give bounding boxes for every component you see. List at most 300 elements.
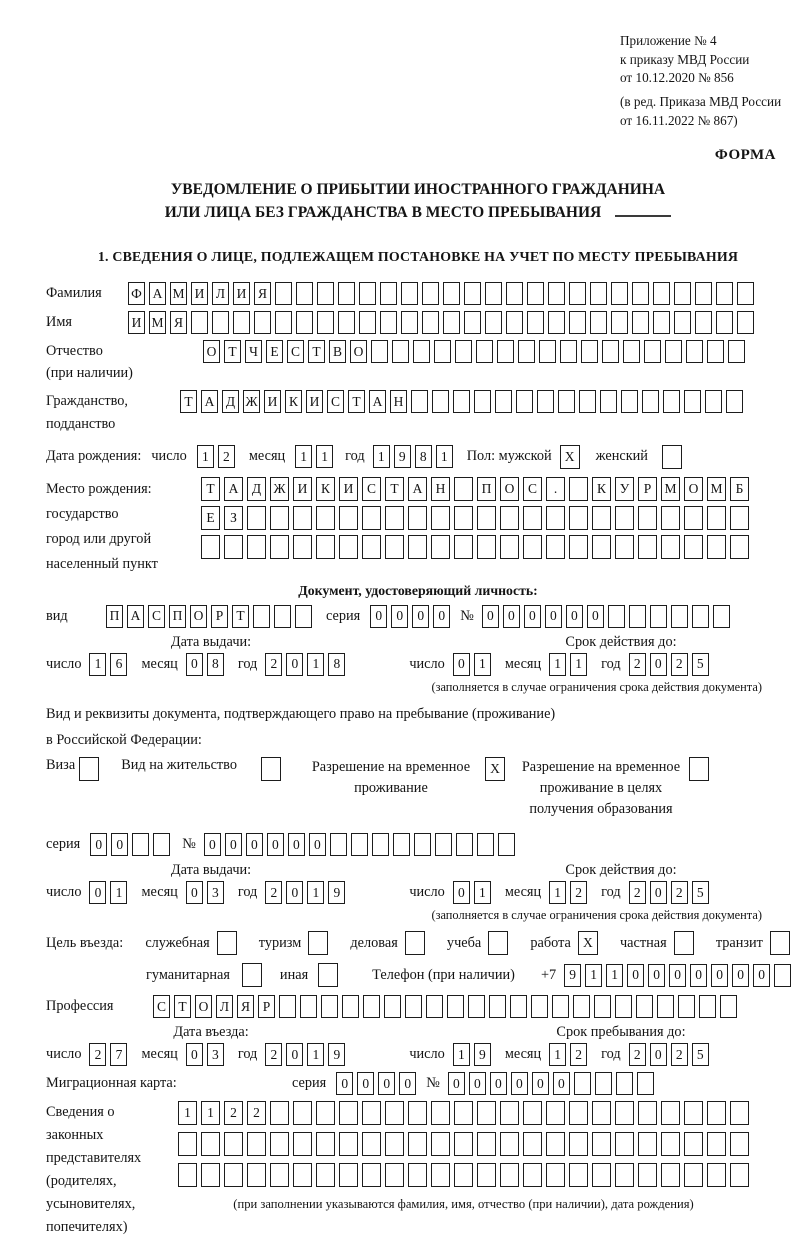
char-cell[interactable]: 1 bbox=[606, 964, 623, 987]
char-cell[interactable]: 8 bbox=[207, 653, 224, 676]
char-cell[interactable] bbox=[728, 340, 745, 363]
char-cell[interactable] bbox=[455, 340, 472, 363]
char-cell[interactable]: Р bbox=[638, 477, 657, 501]
char-cell[interactable]: П bbox=[106, 605, 123, 628]
char-cell[interactable] bbox=[523, 535, 542, 559]
char-cell[interactable] bbox=[254, 311, 271, 334]
char-cell[interactable] bbox=[300, 995, 317, 1018]
char-cell[interactable]: 0 bbox=[448, 1072, 465, 1095]
char-cell[interactable]: Ж bbox=[243, 390, 260, 413]
char-cell[interactable]: 0 bbox=[309, 833, 326, 856]
char-cell[interactable] bbox=[510, 995, 527, 1018]
char-cell[interactable] bbox=[431, 506, 450, 530]
char-cell[interactable]: 0 bbox=[587, 605, 604, 628]
char-cell[interactable] bbox=[275, 282, 292, 305]
char-cell[interactable] bbox=[362, 1101, 381, 1125]
char-cell[interactable] bbox=[684, 1132, 703, 1156]
char-cell[interactable]: 0 bbox=[524, 605, 541, 628]
char-cell[interactable] bbox=[707, 1132, 726, 1156]
char-cell[interactable] bbox=[737, 311, 754, 334]
char-cell[interactable]: У bbox=[615, 477, 634, 501]
char-cell[interactable]: 0 bbox=[433, 605, 450, 628]
char-cell[interactable] bbox=[485, 282, 502, 305]
char-cell[interactable]: 1 bbox=[549, 881, 566, 904]
char-cell[interactable] bbox=[637, 1072, 654, 1095]
char-cell[interactable]: 1 bbox=[453, 1043, 470, 1066]
char-cell[interactable]: Л bbox=[216, 995, 233, 1018]
char-cell[interactable] bbox=[201, 535, 220, 559]
char-cell[interactable] bbox=[212, 311, 229, 334]
char-cell[interactable]: 0 bbox=[225, 833, 242, 856]
char-cell[interactable] bbox=[454, 1132, 473, 1156]
char-cell[interactable]: А bbox=[369, 390, 386, 413]
char-cell[interactable]: Н bbox=[390, 390, 407, 413]
char-cell[interactable] bbox=[737, 282, 754, 305]
visa-checkbox[interactable] bbox=[79, 757, 99, 781]
char-cell[interactable] bbox=[615, 995, 632, 1018]
char-cell[interactable] bbox=[707, 535, 726, 559]
char-cell[interactable]: К bbox=[285, 390, 302, 413]
char-cell[interactable] bbox=[474, 390, 491, 413]
char-cell[interactable] bbox=[247, 1163, 266, 1187]
char-cell[interactable] bbox=[447, 995, 464, 1018]
char-cell[interactable] bbox=[552, 995, 569, 1018]
char-cell[interactable] bbox=[153, 833, 170, 856]
char-cell[interactable] bbox=[321, 995, 338, 1018]
char-cell[interactable] bbox=[338, 311, 355, 334]
char-cell[interactable]: 7 bbox=[110, 1043, 127, 1066]
char-cell[interactable]: 2 bbox=[218, 445, 235, 468]
char-cell[interactable] bbox=[408, 1132, 427, 1156]
char-cell[interactable] bbox=[573, 995, 590, 1018]
char-cell[interactable]: Ф bbox=[128, 282, 145, 305]
char-cell[interactable]: М bbox=[707, 477, 726, 501]
char-cell[interactable]: 2 bbox=[224, 1101, 243, 1125]
char-cell[interactable]: 1 bbox=[316, 445, 333, 468]
char-cell[interactable]: Е bbox=[266, 340, 283, 363]
char-cell[interactable] bbox=[548, 282, 565, 305]
char-cell[interactable] bbox=[684, 1163, 703, 1187]
char-cell[interactable] bbox=[546, 1132, 565, 1156]
char-cell[interactable] bbox=[422, 282, 439, 305]
char-cell[interactable]: 1 bbox=[373, 445, 390, 468]
char-cell[interactable]: 5 bbox=[692, 881, 709, 904]
char-cell[interactable] bbox=[516, 390, 533, 413]
char-cell[interactable] bbox=[523, 1101, 542, 1125]
char-cell[interactable] bbox=[270, 1132, 289, 1156]
char-cell[interactable] bbox=[454, 1101, 473, 1125]
char-cell[interactable] bbox=[454, 535, 473, 559]
char-cell[interactable]: Р bbox=[258, 995, 275, 1018]
char-cell[interactable] bbox=[629, 605, 646, 628]
char-cell[interactable] bbox=[539, 340, 556, 363]
char-cell[interactable]: 1 bbox=[201, 1101, 220, 1125]
char-cell[interactable]: Т bbox=[308, 340, 325, 363]
char-cell[interactable]: 0 bbox=[511, 1072, 528, 1095]
char-cell[interactable]: 0 bbox=[286, 1043, 303, 1066]
char-cell[interactable] bbox=[385, 1101, 404, 1125]
char-cell[interactable] bbox=[592, 1101, 611, 1125]
char-cell[interactable] bbox=[569, 1132, 588, 1156]
char-cell[interactable] bbox=[485, 311, 502, 334]
char-cell[interactable]: Н bbox=[431, 477, 450, 501]
char-cell[interactable]: 6 bbox=[110, 653, 127, 676]
char-cell[interactable] bbox=[422, 311, 439, 334]
char-cell[interactable]: 0 bbox=[288, 833, 305, 856]
char-cell[interactable] bbox=[623, 340, 640, 363]
char-cell[interactable] bbox=[592, 1132, 611, 1156]
char-cell[interactable]: К bbox=[316, 477, 335, 501]
char-cell[interactable]: 1 bbox=[474, 653, 491, 676]
char-cell[interactable] bbox=[362, 535, 381, 559]
char-cell[interactable] bbox=[720, 995, 737, 1018]
char-cell[interactable]: Л bbox=[212, 282, 229, 305]
char-cell[interactable] bbox=[730, 1132, 749, 1156]
sex-female-checkbox[interactable] bbox=[662, 445, 682, 469]
char-cell[interactable] bbox=[224, 535, 243, 559]
char-cell[interactable] bbox=[408, 535, 427, 559]
purpose-transit-checkbox[interactable] bbox=[770, 931, 790, 955]
purpose-business-checkbox[interactable] bbox=[405, 931, 425, 955]
char-cell[interactable]: П bbox=[477, 477, 496, 501]
char-cell[interactable]: О bbox=[190, 605, 207, 628]
purpose-work-checkbox[interactable]: X bbox=[578, 931, 598, 955]
char-cell[interactable] bbox=[477, 506, 496, 530]
char-cell[interactable] bbox=[434, 340, 451, 363]
char-cell[interactable]: 0 bbox=[378, 1072, 395, 1095]
char-cell[interactable]: 1 bbox=[307, 653, 324, 676]
char-cell[interactable] bbox=[574, 1072, 591, 1095]
char-cell[interactable] bbox=[548, 311, 565, 334]
char-cell[interactable] bbox=[405, 995, 422, 1018]
char-cell[interactable]: Т bbox=[224, 340, 241, 363]
char-cell[interactable] bbox=[594, 995, 611, 1018]
char-cell[interactable] bbox=[569, 311, 586, 334]
char-cell[interactable]: 2 bbox=[671, 653, 688, 676]
char-cell[interactable]: 2 bbox=[629, 881, 646, 904]
char-cell[interactable] bbox=[224, 1132, 243, 1156]
char-cell[interactable]: 0 bbox=[336, 1072, 353, 1095]
char-cell[interactable]: 5 bbox=[692, 1043, 709, 1066]
char-cell[interactable] bbox=[638, 1132, 657, 1156]
char-cell[interactable] bbox=[608, 605, 625, 628]
char-cell[interactable] bbox=[686, 340, 703, 363]
char-cell[interactable] bbox=[602, 340, 619, 363]
char-cell[interactable] bbox=[296, 282, 313, 305]
char-cell[interactable] bbox=[506, 311, 523, 334]
char-cell[interactable]: 2 bbox=[671, 1043, 688, 1066]
char-cell[interactable]: 0 bbox=[566, 605, 583, 628]
char-cell[interactable]: 2 bbox=[265, 653, 282, 676]
char-cell[interactable] bbox=[650, 605, 667, 628]
char-cell[interactable] bbox=[523, 506, 542, 530]
char-cell[interactable]: 0 bbox=[532, 1072, 549, 1095]
char-cell[interactable] bbox=[342, 995, 359, 1018]
char-cell[interactable] bbox=[293, 1163, 312, 1187]
char-cell[interactable]: 0 bbox=[453, 881, 470, 904]
char-cell[interactable] bbox=[414, 833, 431, 856]
char-cell[interactable] bbox=[330, 833, 347, 856]
char-cell[interactable] bbox=[393, 833, 410, 856]
char-cell[interactable]: 0 bbox=[650, 1043, 667, 1066]
char-cell[interactable]: 2 bbox=[629, 653, 646, 676]
char-cell[interactable] bbox=[401, 282, 418, 305]
char-cell[interactable]: Ч bbox=[245, 340, 262, 363]
char-cell[interactable] bbox=[674, 311, 691, 334]
char-cell[interactable] bbox=[201, 1163, 220, 1187]
char-cell[interactable]: Т bbox=[385, 477, 404, 501]
char-cell[interactable] bbox=[431, 1163, 450, 1187]
char-cell[interactable]: 1 bbox=[178, 1101, 197, 1125]
char-cell[interactable]: Т bbox=[201, 477, 220, 501]
char-cell[interactable] bbox=[477, 1132, 496, 1156]
char-cell[interactable]: О bbox=[500, 477, 519, 501]
char-cell[interactable]: Я bbox=[170, 311, 187, 334]
char-cell[interactable] bbox=[279, 995, 296, 1018]
char-cell[interactable]: Т bbox=[174, 995, 191, 1018]
char-cell[interactable] bbox=[338, 282, 355, 305]
char-cell[interactable] bbox=[600, 390, 617, 413]
char-cell[interactable] bbox=[464, 282, 481, 305]
char-cell[interactable]: 1 bbox=[110, 881, 127, 904]
char-cell[interactable] bbox=[684, 390, 701, 413]
char-cell[interactable] bbox=[730, 1163, 749, 1187]
char-cell[interactable]: 0 bbox=[391, 605, 408, 628]
char-cell[interactable] bbox=[527, 282, 544, 305]
char-cell[interactable] bbox=[371, 340, 388, 363]
char-cell[interactable] bbox=[730, 535, 749, 559]
char-cell[interactable]: 2 bbox=[629, 1043, 646, 1066]
char-cell[interactable]: 0 bbox=[469, 1072, 486, 1095]
char-cell[interactable] bbox=[316, 1163, 335, 1187]
char-cell[interactable] bbox=[638, 1101, 657, 1125]
char-cell[interactable] bbox=[531, 995, 548, 1018]
char-cell[interactable] bbox=[498, 833, 515, 856]
char-cell[interactable]: А bbox=[408, 477, 427, 501]
char-cell[interactable]: Т bbox=[232, 605, 249, 628]
char-cell[interactable] bbox=[443, 282, 460, 305]
char-cell[interactable] bbox=[362, 1132, 381, 1156]
char-cell[interactable] bbox=[384, 995, 401, 1018]
char-cell[interactable] bbox=[611, 311, 628, 334]
char-cell[interactable]: Е bbox=[201, 506, 220, 530]
char-cell[interactable] bbox=[224, 1163, 243, 1187]
char-cell[interactable] bbox=[178, 1163, 197, 1187]
char-cell[interactable] bbox=[454, 1163, 473, 1187]
temp-residence-education-checkbox[interactable] bbox=[689, 757, 709, 781]
char-cell[interactable]: 0 bbox=[453, 653, 470, 676]
char-cell[interactable]: И bbox=[233, 282, 250, 305]
char-cell[interactable] bbox=[569, 282, 586, 305]
char-cell[interactable] bbox=[411, 390, 428, 413]
purpose-other-checkbox[interactable] bbox=[318, 963, 338, 987]
char-cell[interactable]: И bbox=[339, 477, 358, 501]
char-cell[interactable] bbox=[372, 833, 389, 856]
char-cell[interactable] bbox=[671, 605, 688, 628]
char-cell[interactable] bbox=[408, 1101, 427, 1125]
char-cell[interactable]: 2 bbox=[570, 1043, 587, 1066]
char-cell[interactable]: 5 bbox=[692, 653, 709, 676]
char-cell[interactable]: 8 bbox=[415, 445, 432, 468]
char-cell[interactable]: А bbox=[201, 390, 218, 413]
char-cell[interactable] bbox=[638, 1163, 657, 1187]
char-cell[interactable]: С bbox=[362, 477, 381, 501]
char-cell[interactable]: М bbox=[149, 311, 166, 334]
char-cell[interactable] bbox=[293, 1101, 312, 1125]
char-cell[interactable] bbox=[638, 535, 657, 559]
char-cell[interactable]: П bbox=[169, 605, 186, 628]
char-cell[interactable]: 1 bbox=[549, 1043, 566, 1066]
char-cell[interactable]: 2 bbox=[265, 1043, 282, 1066]
char-cell[interactable]: 0 bbox=[482, 605, 499, 628]
char-cell[interactable]: 9 bbox=[564, 964, 581, 987]
char-cell[interactable] bbox=[431, 1101, 450, 1125]
char-cell[interactable] bbox=[247, 535, 266, 559]
char-cell[interactable]: 9 bbox=[394, 445, 411, 468]
char-cell[interactable] bbox=[270, 506, 289, 530]
char-cell[interactable] bbox=[518, 340, 535, 363]
char-cell[interactable]: 0 bbox=[627, 964, 644, 987]
char-cell[interactable] bbox=[569, 477, 588, 501]
char-cell[interactable] bbox=[644, 340, 661, 363]
char-cell[interactable] bbox=[362, 1163, 381, 1187]
char-cell[interactable] bbox=[270, 1101, 289, 1125]
char-cell[interactable] bbox=[477, 833, 494, 856]
char-cell[interactable] bbox=[730, 1101, 749, 1125]
char-cell[interactable] bbox=[359, 311, 376, 334]
char-cell[interactable]: 2 bbox=[247, 1101, 266, 1125]
purpose-private-checkbox[interactable] bbox=[674, 931, 694, 955]
char-cell[interactable]: М bbox=[661, 477, 680, 501]
char-cell[interactable]: 1 bbox=[585, 964, 602, 987]
char-cell[interactable]: И bbox=[264, 390, 281, 413]
char-cell[interactable]: В bbox=[329, 340, 346, 363]
char-cell[interactable]: 0 bbox=[650, 881, 667, 904]
char-cell[interactable] bbox=[569, 506, 588, 530]
char-cell[interactable] bbox=[592, 506, 611, 530]
char-cell[interactable]: 0 bbox=[357, 1072, 374, 1095]
char-cell[interactable] bbox=[500, 535, 519, 559]
char-cell[interactable] bbox=[495, 390, 512, 413]
char-cell[interactable] bbox=[615, 1132, 634, 1156]
char-cell[interactable] bbox=[699, 995, 716, 1018]
char-cell[interactable] bbox=[426, 995, 443, 1018]
char-cell[interactable] bbox=[653, 311, 670, 334]
residence-permit-checkbox[interactable] bbox=[261, 757, 281, 781]
char-cell[interactable] bbox=[546, 1163, 565, 1187]
char-cell[interactable]: 0 bbox=[399, 1072, 416, 1095]
char-cell[interactable] bbox=[546, 535, 565, 559]
char-cell[interactable]: З bbox=[224, 506, 243, 530]
char-cell[interactable] bbox=[385, 506, 404, 530]
char-cell[interactable]: 0 bbox=[412, 605, 429, 628]
char-cell[interactable] bbox=[707, 506, 726, 530]
char-cell[interactable] bbox=[431, 535, 450, 559]
char-cell[interactable] bbox=[408, 1163, 427, 1187]
char-cell[interactable]: 0 bbox=[370, 605, 387, 628]
char-cell[interactable] bbox=[615, 1101, 634, 1125]
char-cell[interactable] bbox=[705, 390, 722, 413]
char-cell[interactable] bbox=[477, 1163, 496, 1187]
char-cell[interactable]: С bbox=[148, 605, 165, 628]
char-cell[interactable] bbox=[692, 605, 709, 628]
char-cell[interactable] bbox=[560, 340, 577, 363]
char-cell[interactable] bbox=[713, 605, 730, 628]
char-cell[interactable]: 0 bbox=[503, 605, 520, 628]
char-cell[interactable]: 2 bbox=[89, 1043, 106, 1066]
char-cell[interactable]: Д bbox=[222, 390, 239, 413]
char-cell[interactable] bbox=[546, 1101, 565, 1125]
char-cell[interactable] bbox=[385, 1132, 404, 1156]
char-cell[interactable] bbox=[316, 506, 335, 530]
char-cell[interactable] bbox=[339, 535, 358, 559]
char-cell[interactable]: 0 bbox=[545, 605, 562, 628]
char-cell[interactable] bbox=[317, 311, 334, 334]
char-cell[interactable] bbox=[615, 1163, 634, 1187]
char-cell[interactable] bbox=[385, 535, 404, 559]
char-cell[interactable] bbox=[657, 995, 674, 1018]
char-cell[interactable] bbox=[339, 1132, 358, 1156]
char-cell[interactable]: Я bbox=[237, 995, 254, 1018]
char-cell[interactable]: О bbox=[203, 340, 220, 363]
char-cell[interactable] bbox=[695, 311, 712, 334]
char-cell[interactable] bbox=[476, 340, 493, 363]
char-cell[interactable] bbox=[497, 340, 514, 363]
char-cell[interactable] bbox=[339, 506, 358, 530]
char-cell[interactable]: 1 bbox=[436, 445, 453, 468]
char-cell[interactable] bbox=[569, 535, 588, 559]
char-cell[interactable] bbox=[506, 282, 523, 305]
char-cell[interactable] bbox=[500, 506, 519, 530]
char-cell[interactable]: 0 bbox=[204, 833, 221, 856]
char-cell[interactable] bbox=[523, 1132, 542, 1156]
char-cell[interactable] bbox=[275, 311, 292, 334]
char-cell[interactable]: К bbox=[592, 477, 611, 501]
char-cell[interactable] bbox=[730, 506, 749, 530]
char-cell[interactable] bbox=[558, 390, 575, 413]
char-cell[interactable] bbox=[443, 311, 460, 334]
char-cell[interactable]: М bbox=[170, 282, 187, 305]
char-cell[interactable] bbox=[401, 311, 418, 334]
char-cell[interactable]: А bbox=[224, 477, 243, 501]
char-cell[interactable] bbox=[316, 1132, 335, 1156]
char-cell[interactable] bbox=[270, 1163, 289, 1187]
char-cell[interactable]: Т bbox=[348, 390, 365, 413]
char-cell[interactable] bbox=[707, 1163, 726, 1187]
char-cell[interactable] bbox=[295, 605, 312, 628]
char-cell[interactable] bbox=[339, 1101, 358, 1125]
char-cell[interactable] bbox=[178, 1132, 197, 1156]
char-cell[interactable] bbox=[316, 1101, 335, 1125]
char-cell[interactable]: 0 bbox=[246, 833, 263, 856]
char-cell[interactable]: 0 bbox=[186, 1043, 203, 1066]
char-cell[interactable] bbox=[359, 282, 376, 305]
char-cell[interactable] bbox=[468, 995, 485, 1018]
char-cell[interactable]: 0 bbox=[286, 881, 303, 904]
char-cell[interactable] bbox=[453, 390, 470, 413]
char-cell[interactable] bbox=[616, 1072, 633, 1095]
char-cell[interactable]: 0 bbox=[648, 964, 665, 987]
char-cell[interactable]: 1 bbox=[307, 881, 324, 904]
char-cell[interactable] bbox=[684, 535, 703, 559]
char-cell[interactable] bbox=[590, 282, 607, 305]
char-cell[interactable] bbox=[270, 535, 289, 559]
char-cell[interactable] bbox=[454, 506, 473, 530]
char-cell[interactable] bbox=[247, 506, 266, 530]
purpose-study-checkbox[interactable] bbox=[488, 931, 508, 955]
char-cell[interactable]: 0 bbox=[753, 964, 770, 987]
char-cell[interactable]: 0 bbox=[89, 881, 106, 904]
